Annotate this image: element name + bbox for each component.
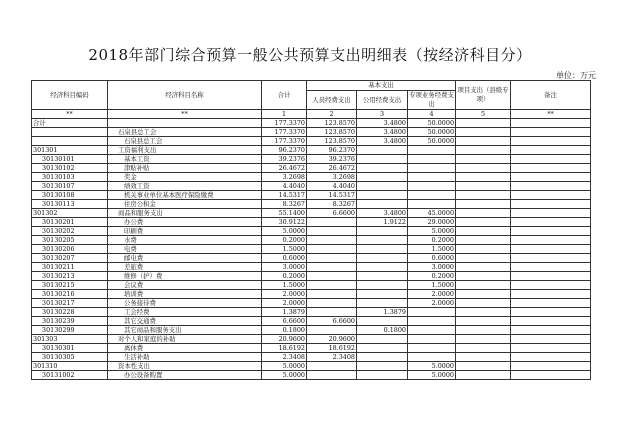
- cell-project: [456, 182, 511, 191]
- cell-code: 301302: [32, 209, 108, 218]
- cell-project: [456, 218, 511, 227]
- table-row: [32, 227, 591, 236]
- cell-remark: [511, 227, 591, 236]
- cell-remark: [511, 299, 591, 308]
- cell-personnel: [307, 218, 357, 227]
- cell-code: 301303: [32, 335, 108, 344]
- index-cell: 5: [456, 110, 511, 119]
- cell-code: 301310: [32, 362, 108, 371]
- cell-project: [456, 164, 511, 173]
- cell-public: [357, 362, 408, 371]
- table-row: [32, 236, 591, 245]
- cell-personnel: 26.4672: [307, 164, 357, 173]
- cell-personnel: [307, 254, 357, 263]
- cell-code: 30130206: [32, 245, 108, 254]
- cell-public: [357, 263, 408, 272]
- cell-project: [456, 254, 511, 263]
- cell-project: [456, 119, 511, 128]
- cell-name: 会议费: [108, 281, 262, 290]
- cell-special: [408, 344, 456, 353]
- cell-name: 商品和服务支出: [108, 209, 262, 218]
- table-row: [32, 272, 591, 281]
- cell-personnel: 39.2376: [307, 155, 357, 164]
- cell-special: [408, 164, 456, 173]
- table-row: [32, 263, 591, 272]
- cell-public: 3.4800: [357, 209, 408, 218]
- cell-special: 1.5000: [408, 245, 456, 254]
- cell-personnel: [307, 326, 357, 335]
- cell-remark: [511, 191, 591, 200]
- cell-project: [456, 371, 511, 380]
- table-row: [32, 299, 591, 308]
- cell-project: [456, 146, 511, 155]
- cell-total: 55.1400: [262, 209, 307, 218]
- cell-total: 0.1800: [262, 326, 307, 335]
- cell-personnel: [307, 236, 357, 245]
- cell-public: [357, 200, 408, 209]
- cell-public: 1.9122: [357, 218, 408, 227]
- cell-project: [456, 299, 511, 308]
- cell-public: [357, 299, 408, 308]
- header-code: 经济科目编码: [32, 81, 108, 110]
- table-row: [32, 326, 591, 335]
- cell-total: 2.3408: [262, 353, 307, 362]
- cell-name: [108, 119, 262, 128]
- cell-total: 26.4672: [262, 164, 307, 173]
- cell-public: [357, 245, 408, 254]
- table-row: [32, 362, 591, 371]
- cell-public: [357, 290, 408, 299]
- cell-special: [408, 155, 456, 164]
- cell-public: [357, 281, 408, 290]
- cell-special: 2.0000: [408, 290, 456, 299]
- cell-special: 50.0000: [408, 119, 456, 128]
- table-row: [32, 209, 591, 218]
- cell-code: 30131002: [32, 371, 108, 380]
- cell-remark: [511, 371, 591, 380]
- table-row: [32, 128, 591, 137]
- cell-code: 30130239: [32, 317, 108, 326]
- cell-public: 3.4800: [357, 137, 408, 146]
- header-total: 合计: [262, 81, 307, 110]
- cell-total: 0.2000: [262, 236, 307, 245]
- cell-total: 30.9122: [262, 218, 307, 227]
- cell-project: [456, 236, 511, 245]
- cell-project: [456, 155, 511, 164]
- cell-name: 办公设备购置: [108, 371, 262, 380]
- cell-name: 机关事业单位基本医疗保险缴费: [108, 191, 262, 200]
- cell-public: [357, 344, 408, 353]
- cell-project: [456, 308, 511, 317]
- cell-remark: [511, 164, 591, 173]
- cell-name: 培训费: [108, 290, 262, 299]
- cell-remark: [511, 218, 591, 227]
- cell-public: [357, 173, 408, 182]
- table-row: [32, 137, 591, 146]
- cell-name: 其它交通费: [108, 317, 262, 326]
- index-cell: **: [511, 110, 591, 119]
- cell-name: 资本性支出: [108, 362, 262, 371]
- cell-special: 5.0000: [408, 362, 456, 371]
- cell-project: [456, 290, 511, 299]
- cell-public: [357, 236, 408, 245]
- index-cell: 4: [408, 110, 456, 119]
- cell-project: [456, 281, 511, 290]
- cell-public: [357, 272, 408, 281]
- table-row: [32, 353, 591, 362]
- cell-project: [456, 317, 511, 326]
- table-row: [32, 146, 591, 155]
- cell-special: 50.0000: [408, 137, 456, 146]
- table-row: [32, 281, 591, 290]
- cell-special: [408, 200, 456, 209]
- cell-name: 生活补助: [108, 353, 262, 362]
- cell-public: [357, 146, 408, 155]
- cell-remark: [511, 128, 591, 137]
- cell-code: 30130103: [32, 173, 108, 182]
- cell-personnel: [307, 308, 357, 317]
- cell-special: 0.6000: [408, 254, 456, 263]
- table-row: [32, 254, 591, 263]
- cell-name: 奖金: [108, 173, 262, 182]
- cell-public: [357, 227, 408, 236]
- cell-total: 4.4040: [262, 182, 307, 191]
- cell-remark: [511, 173, 591, 182]
- cell-code: 301301: [32, 146, 108, 155]
- cell-remark: [511, 200, 591, 209]
- cell-code: 合计: [32, 119, 108, 128]
- cell-remark: [511, 353, 591, 362]
- cell-total: 0.2000: [262, 272, 307, 281]
- cell-total: 3.0000: [262, 263, 307, 272]
- cell-project: [456, 362, 511, 371]
- cell-name: 住房公积金: [108, 200, 262, 209]
- cell-name: 差旅费: [108, 263, 262, 272]
- cell-personnel: 18.6192: [307, 344, 357, 353]
- cell-personnel: [307, 245, 357, 254]
- cell-personnel: [307, 263, 357, 272]
- header-special: 专项业务经费支出: [409, 91, 454, 108]
- cell-remark: [511, 155, 591, 164]
- cell-personnel: 123.8570: [307, 119, 357, 128]
- cell-total: 2.0000: [262, 299, 307, 308]
- cell-total: 1.5000: [262, 281, 307, 290]
- cell-name: 邮电费: [108, 254, 262, 263]
- cell-name: 其它商品和服务支出: [108, 326, 262, 335]
- cell-code: 30130107: [32, 182, 108, 191]
- table-row: [32, 164, 591, 173]
- cell-remark: [511, 308, 591, 317]
- cell-total: 2.0000: [262, 290, 307, 299]
- cell-name: 离休费: [108, 344, 262, 353]
- cell-project: [456, 227, 511, 236]
- table-row: [32, 344, 591, 353]
- cell-total: 8.3267: [262, 200, 307, 209]
- header-row-1: [32, 81, 591, 91]
- unit-label: 单位：万元: [556, 71, 596, 80]
- cell-name: 公务接待费: [108, 299, 262, 308]
- table-row: [32, 173, 591, 182]
- cell-special: [408, 317, 456, 326]
- header-basic: 基本支出: [307, 81, 456, 91]
- cell-special: [408, 326, 456, 335]
- cell-code: 30130305: [32, 353, 108, 362]
- cell-public: 1.3879: [357, 308, 408, 317]
- cell-special: 0.2000: [408, 236, 456, 245]
- cell-special: 3.0000: [408, 263, 456, 272]
- index-row: [32, 110, 591, 119]
- cell-total: 177.3370: [262, 128, 307, 137]
- cell-name: 石泉县总工会: [108, 128, 262, 137]
- cell-project: [456, 137, 511, 146]
- cell-special: 50.0000: [408, 128, 456, 137]
- cell-code: 30130213: [32, 272, 108, 281]
- header-public: 公用经费支出: [357, 91, 408, 110]
- cell-personnel: 96.2370: [307, 146, 357, 155]
- cell-personnel: 3.2698: [307, 173, 357, 182]
- cell-personnel: 6.6600: [307, 209, 357, 218]
- cell-special: [408, 335, 456, 344]
- cell-project: [456, 200, 511, 209]
- cell-total: 177.3370: [262, 119, 307, 128]
- cell-remark: [511, 335, 591, 344]
- index-cell: **: [108, 110, 262, 119]
- cell-special: 5.0000: [408, 227, 456, 236]
- cell-name: 对个人和家庭的补助: [108, 335, 262, 344]
- cell-public: [357, 353, 408, 362]
- header-remark: 备注: [511, 81, 591, 110]
- cell-personnel: 8.3267: [307, 200, 357, 209]
- cell-personnel: [307, 227, 357, 236]
- cell-special: 29.0000: [408, 218, 456, 227]
- cell-public: 0.1800: [357, 326, 408, 335]
- cell-remark: [511, 146, 591, 155]
- cell-project: [456, 209, 511, 218]
- page-title: 2018年部门综合预算一般公共预算支出明细表（按经济科目分）: [88, 46, 532, 64]
- cell-public: [357, 191, 408, 200]
- cell-special: 2.0000: [408, 299, 456, 308]
- cell-name: 水费: [108, 236, 262, 245]
- cell-special: [408, 191, 456, 200]
- cell-total: 5.0000: [262, 227, 307, 236]
- cell-public: [357, 254, 408, 263]
- table-row: [32, 335, 591, 344]
- cell-remark: [511, 182, 591, 191]
- cell-public: [357, 164, 408, 173]
- cell-name: 基本工资: [108, 155, 262, 164]
- cell-special: [408, 182, 456, 191]
- cell-total: 5.0000: [262, 371, 307, 380]
- cell-project: [456, 173, 511, 182]
- cell-personnel: [307, 299, 357, 308]
- cell-special: 1.5000: [408, 281, 456, 290]
- cell-personnel: 6.6600: [307, 317, 357, 326]
- cell-remark: [511, 317, 591, 326]
- cell-remark: [511, 272, 591, 281]
- table-row: [32, 155, 591, 164]
- table-row: [32, 290, 591, 299]
- cell-project: [456, 191, 511, 200]
- table-row: [32, 371, 591, 380]
- cell-remark: [511, 326, 591, 335]
- header-name: 经济科目名称: [108, 81, 262, 110]
- cell-remark: [511, 119, 591, 128]
- expenditure-table: [31, 80, 591, 380]
- cell-name: 石泉县总工会: [108, 137, 262, 146]
- cell-public: [357, 371, 408, 380]
- cell-personnel: 2.3408: [307, 353, 357, 362]
- cell-special: 45.0000: [408, 209, 456, 218]
- table-row: [32, 191, 591, 200]
- cell-total: 0.6000: [262, 254, 307, 263]
- cell-total: 6.6600: [262, 317, 307, 326]
- cell-total: 177.3370: [262, 137, 307, 146]
- cell-total: 18.6192: [262, 344, 307, 353]
- cell-total: 14.5317: [262, 191, 307, 200]
- cell-project: [456, 128, 511, 137]
- cell-name: 维修（护）费: [108, 272, 262, 281]
- cell-personnel: [307, 272, 357, 281]
- cell-code: 30130217: [32, 299, 108, 308]
- cell-personnel: 123.8570: [307, 128, 357, 137]
- cell-special: [408, 173, 456, 182]
- cell-code: 30130207: [32, 254, 108, 263]
- cell-code: 30130205: [32, 236, 108, 245]
- cell-name: 办公费: [108, 218, 262, 227]
- index-cell: 2: [307, 110, 357, 119]
- cell-special: [408, 308, 456, 317]
- cell-name: 绩效工资: [108, 182, 262, 191]
- cell-personnel: 14.5317: [307, 191, 357, 200]
- cell-code: [32, 128, 108, 137]
- cell-personnel: 4.4040: [307, 182, 357, 191]
- table-row: [32, 308, 591, 317]
- cell-personnel: [307, 290, 357, 299]
- cell-code: 30130301: [32, 344, 108, 353]
- cell-project: [456, 326, 511, 335]
- cell-project: [456, 353, 511, 362]
- cell-public: 3.4800: [357, 119, 408, 128]
- table-row: [32, 245, 591, 254]
- cell-remark: [511, 281, 591, 290]
- cell-public: [357, 317, 408, 326]
- cell-code: 30130215: [32, 281, 108, 290]
- index-cell: 1: [262, 110, 307, 119]
- cell-special: [408, 353, 456, 362]
- cell-total: 1.5000: [262, 245, 307, 254]
- cell-total: 1.3879: [262, 308, 307, 317]
- cell-code: [32, 137, 108, 146]
- table-row: [32, 317, 591, 326]
- cell-remark: [511, 344, 591, 353]
- cell-public: [357, 335, 408, 344]
- cell-personnel: 123.8570: [307, 137, 357, 146]
- cell-special: 0.2000: [408, 272, 456, 281]
- cell-remark: [511, 236, 591, 245]
- table-row: [32, 200, 591, 209]
- cell-total: 39.2376: [262, 155, 307, 164]
- index-cell: **: [32, 110, 108, 119]
- cell-public: 3.4800: [357, 128, 408, 137]
- index-cell: 3: [357, 110, 408, 119]
- cell-total: 96.2370: [262, 146, 307, 155]
- cell-remark: [511, 209, 591, 218]
- cell-name: 津贴补贴: [108, 164, 262, 173]
- cell-personnel: [307, 281, 357, 290]
- cell-code: 30130216: [32, 290, 108, 299]
- cell-code: 30130211: [32, 263, 108, 272]
- cell-code: 30130228: [32, 308, 108, 317]
- cell-remark: [511, 290, 591, 299]
- header-project: 项目支出（县级专项）: [456, 81, 511, 110]
- cell-code: 30130202: [32, 227, 108, 236]
- cell-code: 30130113: [32, 200, 108, 209]
- cell-code: 30130102: [32, 164, 108, 173]
- cell-remark: [511, 254, 591, 263]
- cell-project: [456, 272, 511, 281]
- cell-total: 20.9600: [262, 335, 307, 344]
- header-personnel: 人员经费支出: [307, 91, 357, 110]
- cell-total: 5.0000: [262, 362, 307, 371]
- cell-code: 30130201: [32, 218, 108, 227]
- cell-remark: [511, 137, 591, 146]
- cell-public: [357, 155, 408, 164]
- cell-special: 5.0000: [408, 371, 456, 380]
- cell-personnel: 20.9600: [307, 335, 357, 344]
- cell-project: [456, 263, 511, 272]
- cell-code: 30130299: [32, 326, 108, 335]
- cell-remark: [511, 362, 591, 371]
- cell-remark: [511, 263, 591, 272]
- cell-personnel: [307, 371, 357, 380]
- cell-remark: [511, 245, 591, 254]
- cell-personnel: [307, 362, 357, 371]
- cell-code: 30130101: [32, 155, 108, 164]
- cell-name: 电费: [108, 245, 262, 254]
- cell-code: 30130108: [32, 191, 108, 200]
- table-row: [32, 119, 591, 128]
- cell-public: [357, 182, 408, 191]
- cell-project: [456, 245, 511, 254]
- cell-name: 工会经费: [108, 308, 262, 317]
- cell-project: [456, 335, 511, 344]
- cell-total: 3.2698: [262, 173, 307, 182]
- cell-name: 工资福利支出: [108, 146, 262, 155]
- cell-special: [408, 146, 456, 155]
- table-row: [32, 182, 591, 191]
- cell-project: [456, 344, 511, 353]
- table-row: [32, 218, 591, 227]
- cell-name: 印刷费: [108, 227, 262, 236]
